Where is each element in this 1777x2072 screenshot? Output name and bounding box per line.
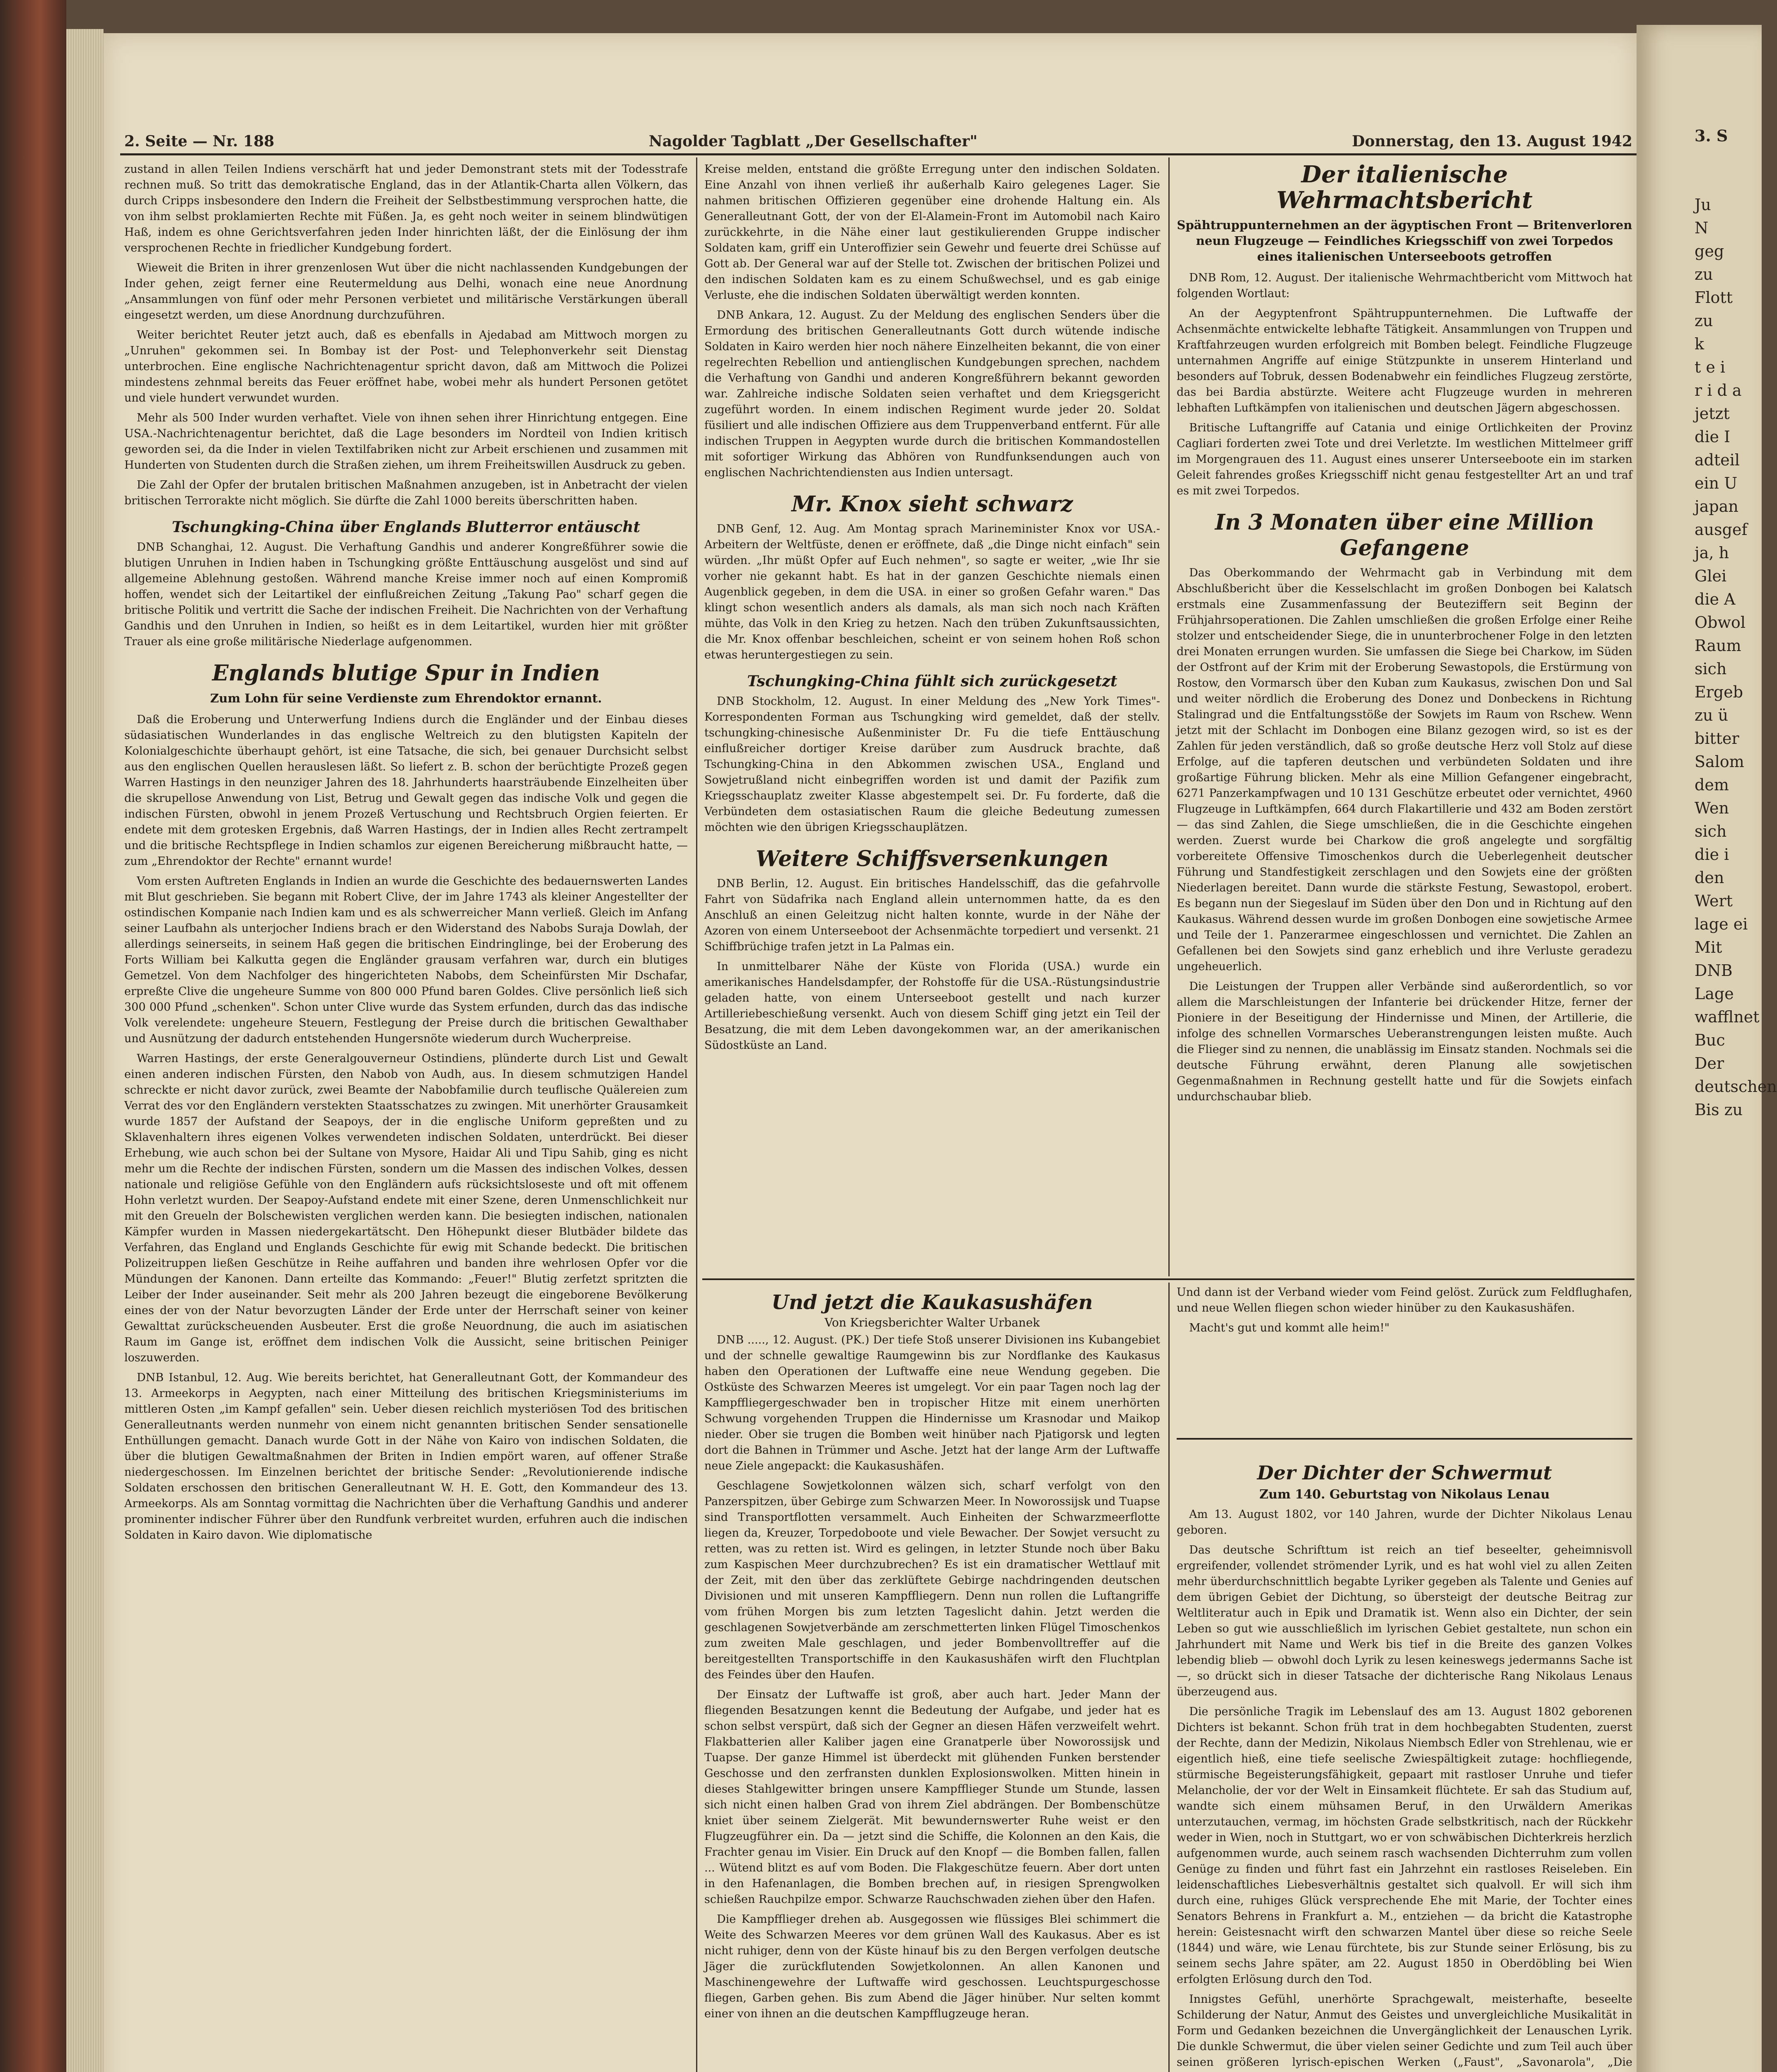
next-page-fragment: Salom (1695, 753, 1744, 771)
next-page-fragment: Ergeb (1695, 683, 1743, 701)
next-page-fragment: sich (1695, 660, 1727, 678)
next-page-fragment: bitter (1695, 729, 1739, 748)
next-page-fragment: geg (1695, 242, 1724, 260)
next-page-fragment: wafflnet (1695, 1008, 1760, 1026)
next-page-fragment: Bis zu (1695, 1101, 1743, 1119)
article-byline: Von Kriegsberichter Walter Urbanek (824, 1316, 1040, 1329)
next-page-fragment: Glei (1695, 567, 1727, 585)
next-page-fragment: N (1695, 219, 1709, 237)
column-2 (704, 162, 1160, 1058)
article-subheadline: Zum 140. Geburtstag von Nikolaus Lenau (1259, 1487, 1550, 1502)
article-paragraph: DNB Istanbul, 12. Aug. Wie bereits berichtet, hat Generalleutnant Gott, der Kommandeur des 13. Armeekorps in Aegypten, nach einer Mitteilung des britischen Kriegsministeriums im mittleren Osten „im Kampf gefallen" sein. Ueber diesen reichlich mysteriösen Tod des britischen Generalleutnants werden nunmehr von einem nicht genannten britischen Sender sensationelle Enthüllungen gemacht. Danach wurde Gott in der Nähe von Kairo von indischen Soldaten, die über die blutigen Gewaltmaßnahmen der Briten in Indien empört waren, auf offener Straße niedergeschossen. Im Einzelnen berichtet der britische Sender: „Revolutionierende indische Soldaten erschossen den britischen Generalleutnant W. H. E. Gott, den Kommandeur des 13. Armeekorps. Als am Sonntag vormittag die Nachrichten über die Verhaftung Gandhis und anderer prominenter indischer Führer über den Rundfunk verbreitet wurden, erfuhren auch die indischen Soldaten in Kairo davon. Wie diplomatische (124, 1371, 688, 1542)
lenau-article (1177, 1459, 1632, 2072)
next-page-fragment: t e i (1695, 358, 1726, 376)
article-paragraph: DNB Schanghai, 12. August. Die Verhaftung Gandhis und anderer Kongreßführer sowie die blutigen Unruhen in Indien haben in Tschungking größte Enttäuschung ausgelöst und sind auf allgemeine Ablehnung gestoßen. Während manche Kreise immer noch auf einen Kompromiß hoffen, wendet sich der Leitartikel der einflußreichen Zeitung „Takung Pao" scharf gegen die britische Politik und vertritt die Sache der indischen Freiheit. Die Nachrichten von der Verhaftung Gandhis und den Unruhen in Indien, so heißt es in dem Leitartikel, wurden hier mit größter Trauer als eine große militärische Niederlage aufgenommen. (124, 541, 688, 648)
article-headline: Tschungking-China fühlt sich zurückgesetzt (747, 673, 1117, 690)
next-page-fragment: den (1695, 869, 1724, 887)
column-1 (124, 162, 688, 1547)
article-paragraph: DNB Stockholm, 12. August. In einer Meldung des „New York Times"-Korrespondenten Forman aus Tschungking wird gemeldet, daß der stellv. tschungking-chinesische Außenminister Dr. Fu die tiefe Enttäuschung einflußreicher dortiger Kreise darüber zum Ausdruck brachte, daß Tschungking-China in den Abkommen zwischen USA., England und Sowjetrußland nicht einbegriffen worden ist und damit der Pazifik zum Kriegsschauplatz zweiter Klasse abgestempelt sei. Dr. Fu forderte, daß die Verbündeten dem ostasiatischen Raum die gleiche Bedeutung zumessen möchten wie den übrigen Kriegsschauplätzen. (704, 695, 1160, 834)
newspaper-name: Nagolder Tagblatt „Der Gesellschafter" (648, 133, 978, 150)
article-paragraph: Geschlagene Sowjetkolonnen wälzen sich, scharf verfolgt von den Panzerspitzen, über Gebirge zum Schwarzen Meer. In Noworossijsk und Tuapse sind Transportflotten versammelt. Auch Einheiten der Schwarzmeerflotte liegen da, Kreuzer, Torpedoboote und viele Bewacher. Der Sowjet versucht zu retten, was zu retten ist. Wird es gelingen, in letzter Stunde noch über Baku zum Kaspischen Meer durchzubrechen? Es ist ein dramatischer Wettlauf mit der Zeit, mit den über das zerklüftete Gebirge nachdringenden deutschen Divisionen und mit unseren Kampffliegern. Denn nun rollen die Luftangriffe vom frühen Morgen bis zum letzten Tageslicht dahin. Jetzt werden die geschlagenen Sowjetverbände am zerschmetterten linken Flügel Timoschenkos zum zweiten Male geschlagen, und jeder Bombenvolltreffer auf die bereitgestellten Transportschiffe in den Kaukasushäfen wirft den Fluchtplan des Feindes über den Haufen. (704, 1479, 1160, 1681)
article-headline: Weitere Schiffsversenkungen (756, 846, 1109, 871)
next-page-fragment: japan (1695, 497, 1738, 516)
next-page-fragment: zu (1695, 312, 1713, 330)
article-headline: Mr. Knox sieht schwarz (791, 491, 1073, 517)
article-headline: Englands blutige Spur in Indien (212, 661, 600, 686)
article-paragraph: DNB ....., 12. August. (PK.) Der tiefe Stoß unserer Divisionen ins Kubangebiet und der schnelle gewaltige Raumgewinn bis zur Nordflanke des Kaukasus haben den Operationen der Luftwaffe eine neue Wendung gegeben. Die Ostküste des Schwarzen Meeres ist umgelegt. Vor ein paar Tagen noch lag der Kampffliegergeschwader ben in tropischer Hitze mit einem unerhörten Schwung vorgehenden Truppen die Hindernisse um Krasnodar und Maikop nieder. Ober sie trugen die Bomben weit hinüber nach Pjatigorsk und legten dort die Bahnen in Trümmer und Asche. Jetzt hat der lange Arm der Luftwaffe neue Ziele angepackt: die Kaukasushäfen. (704, 1334, 1160, 1472)
next-page-fragment: Mit (1695, 938, 1722, 956)
next-page-fragment: die i (1695, 845, 1729, 864)
book-binding (0, 0, 66, 2072)
next-page-fragment: ja, h (1695, 544, 1729, 562)
next-page-fragment: ein U (1695, 474, 1738, 492)
article-paragraph: Weiter berichtet Reuter jetzt auch, daß es ebenfalls in Ajedabad am Mittwoch morgen zu „Unruhen" gekommen sei. In Bombay ist der Post- und Telephonverkehr seit Dienstag unterbrochen. Eine englische Nachrichtenagentur spricht davon, daß am Mittwoch die Polizei mindestens zehnmal bereits das Feuer eröffnet habe, wobei mehr als hundert Personen getötet und viele hundert verwundet wurden. (124, 329, 688, 404)
next-page-fragment: zu (1695, 265, 1713, 283)
section-rule (1177, 1438, 1632, 1440)
issue-date: Donnerstag, den 13. August 1942 (1352, 133, 1632, 150)
next-page-fragment: Buc (1695, 1031, 1725, 1049)
article-paragraph: Der Einsatz der Luftwaffe ist groß, aber auch hart. Jeder Mann der fliegenden Besatzungen kennt die Bedeutung der Aufgabe, und jeder hat es schon selbst verspürt, daß sich der Gegner an diesen Häfen verzweifelt wehrt. Flakbatterien aller Kaliber jagen eine Granatperle über Noworossijsk und Tuapse. Der ganze Himmel ist überdeckt mit glühenden Funken berstender Geschosse und den zerfransten dunklen Explosionswolken. Mitten hinein in dieses Stahlgewitter bringen unsere Kampfflieger Stunde um Stunde, lassen sich nicht einen halben Grad von ihrem Ziel abdrängen. Der Bombenschütze kniet über seinem Zielgerät. Mit bewundernswerter Ruhe weist er den Flugzeugführer ein. Da — jetzt sind die Schiffe, die Kolonnen an den Kais, die Frachter genau im Visier. Ein Druck auf den Knopf — die Bomben fallen, fallen ... Wütend blitzt es auf vom Boden. Die Flakgeschütze feuern. Aber dort unten in den Hafenanlagen, die Bomben brechen auf, in riesigen Sprengwolken schießen Rauchpilze empor. Schwarze Rauchschwaden ziehen über den Hafen. (704, 1688, 1160, 1906)
article-paragraph: Daß die Eroberung und Unterwerfung Indiens durch die Engländer und der Einbau dieses südasiatischen Wunderlandes in das englische Weltreich zu den blutigsten Kapiteln der Kolonialgeschichte überhaupt gehört, ist eine Tatsache, die sich, bei genauer Durchsicht selbst aus den englischen Quellen herauslesen läßt. So liefert z. B. schon der berüchtigte Prozeß gegen Warren Hastings in den neunziger Jahren des 18. Jahrhunderts haarsträubende Einzelheiten über die skrupellose Anwendung von List, Betrug und Gewalt gegen das indische Volk und gegen die indischen Fürsten, obwohl in jenem Prozeß Vertuschung und Rechtsbruch Orgien feierten. Er endete mit dem grotesken Ergebnis, daß Warren Hastings, der in Indien alles Recht zertrampelt und die britische Rechtspflege in Indien schamlos zur eigenen Bereicherung mißbraucht hatte, — zum „Ehrendoktor der Rechte" ernannt wurde! (124, 713, 688, 868)
article-paragraph: DNB Rom, 12. August. Der italienische Wehrmachtbericht vom Mittwoch hat folgenden Wortlaut: (1177, 271, 1632, 300)
article-paragraph: Innigstes Gefühl, unerhörte Sprachgewalt, meisterhafte, beseelte Schilderung der Natur, Anmut des Geistes und unvergleichliche Musikalität in Form und Gedanken bezeichnen die Unvergänglichkeit der Lenauschen Lyrik. Die dunkle Schwermut, die über vielen seiner Gedichte und zum Teil auch über seinen größeren lyrisch-epischen Werken („Faust", „Savonarola", „Die (1177, 1993, 1632, 2069)
column-rule (1168, 1283, 1170, 2072)
article-paragraph: An der Aegyptenfront Spähtruppunternehmen. Die Luftwaffe der Achsenmächte entwickelte lebhafte Tätigkeit. Ansammlungen von Truppen und Kraftfahrzeugen wurden erfolgreich mit Bomben belegt. Feindliche Flugzeuge unternahmen Angriffe auf einige Stützpunkte in unserem Hinterland und besonders auf Tobruk, dessen Bodenabwehr ein feindliches Flugzeug zerstörte, das bei Bardia abstürzte. Weitere acht Flugzeuge wurden in mehreren lebhaften Luftkämpfen von italienischen und deutschen Jägern abgeschossen. (1177, 307, 1632, 414)
next-page-fragment: Ju (1695, 196, 1711, 214)
article-paragraph: Mehr als 500 Inder wurden verhaftet. Viele von ihnen sehen ihrer Hinrichtung entgegen. Eine USA.-Nachrichtenagentur berichtet, daß die Lage besonders im Nordteil von Indien kritisch geworden sei, da die Inder in vielen Textilfabriken nicht zur Arbeit erschienen und zusammen mit Hunderten von Studenten durch die Straßen ziehen, um ihrem Freiheitswillen Ausdruck zu geben. (124, 411, 688, 472)
page-header (120, 124, 1637, 155)
section-rule (702, 1278, 1634, 1280)
next-page-fragment: k (1695, 335, 1704, 353)
page-edges (66, 29, 104, 2072)
next-page-fragment: lage ei (1695, 915, 1748, 933)
article-paragraph: Britische Luftangriffe auf Catania und einige Ortlichkeiten der Provinz Cagliari forderten zwei Tote und drei Verletzte. Im westlichen Mittelmeer griff im Morgengrauen des 11. August eines unserer Unterseeboote ein im starken Geleit fahrendes großes Kriegsschiff nicht genau festgestellter Art an und traf es mit zwei Torpedos. (1177, 421, 1632, 497)
article-paragraph: Warren Hastings, der erste Generalgouverneur Ostindiens, plünderte durch List und Gewalt einen anderen indischen Fürsten, den Nabob von Audh, aus. In diesem schmutzigen Handel schreckte er nicht davor zurück, zwei Beamte der Nabobfamilie durch teuflische Quälereien zum Verrat des vor den Engländern verstekten Staatsschatzes zu zwingen. Mit unerhörter Grausamkeit wurde 1857 der Aufstand der Seapoys, der in die englische Uniform gepreßten und zu Sklavenhaltern ihres eigenen Volkes verwendeten indischen Soldaten, unterdrückt. Bei dieser Erhebung, wie auch schon bei der Sultane von Mysore, Haidar Ali und Tipu Sahib, ging es nicht mehr um die Rechte der indischen Fürsten, sondern um die Massen des indischen Volkes, dessen nationale und religiöse Gefühle von den Engländern aufs rücksichtsloseste und oft mit offenem Hohn verletzt wurden. Der Seapoy-Aufstand endete mit einer Szene, deren Unmenschlichkeit nur mit den Greueln der Bolschewisten verglichen werden kann. Die besiegten indischen, nationalen Kämpfer wurden in Massen niedergekartätscht. Den Höhepunkt dieser Blutbäder bildete das Verfahren, das England und Englands Geschichte für ewig mit Schande bedeckt. Die britischen Polizeitruppen ließen Geschütze in Reihe auffahren und banden ihre wehrlosen Opfer vor die Mündungen der Kanonen. Dann erteilte das Kommando: „Feuer!" Blutig zerfetzt spritzten die Leiber der Inder auseinander. Seit mehr als 200 Jahren bezeugt die eingeborene Bevölkerung eines der von der Natur bevorzugten Länder der Erde unter der Herrschaft seiner von keiner Gewalttat zurückscheuenden Ausbeuter. Erst die große Neuordnung, die auch im asiatischen Raum im Gange ist, eröffnet dem indischen Volk die Aussicht, seine britischen Peiniger loszuwerden. (124, 1052, 688, 1364)
next-page-fragment: Raum (1695, 637, 1741, 655)
next-page-fragment: Wert (1695, 892, 1733, 910)
kaukasus-continuation (1177, 1285, 1632, 1340)
article-paragraph: Die Leistungen der Truppen aller Verbände sind außerordentlich, so vor allem die Marschleistungen der Infanterie bei drückender Hitze, ferner der Pioniere in der Beseitigung der Hindernisse und Minen, der Artillerie, die infolge des schnellen Vormarsches Ueberanstrengungen leisten mußte. Auch die Flieger sind zu nennen, die unablässig im Einsatz standen. Nochmals sei die deutsche Führung erwähnt, deren Planung alle sowjetischen Gegenmaßnahmen in Rechnung gestellt hatte und für die Sowjets einfach undurchschaubar blieb. (1177, 980, 1632, 1103)
article-headline: Und jetzt die Kaukasushäfen (771, 1291, 1093, 1314)
article-paragraph: Das Oberkommando der Wehrmacht gab in Verbindung mit dem Abschlußbericht über die Kesselschlacht im großen Donbogen bei Kalatsch erstmals eine Zusammenfassung der Beuteziffern seit Beginn der Frühjahrsoperationen. Die Zahlen umschließen die großen Erfolge einer Reihe stolzer und entscheidender Siege, die in ununterbrochener Folge in den letzten drei Monaten errungen wurden. Sie umfassen die Siege bei Charkow, im Süden der Ostfront auf der Krim mit der Eroberung Sewastopols, die Erstürmung von Rostow, den Vormarsch über den Kuban zum Kaukasus, zwischen Don und Sal und weiter nördlich die Eroberung des Donez und Donbeckens in Richtung Stalingrad und die Entfaltungsstöße der Sowjets im Raum von Rschew. Wenn jetzt mit der Schlacht im Donbogen eine Bilanz gezogen wird, so ist es der Zahlen für jeden verständlich, daß so große deutsche Herz voll Stolz auf diese Erfolge, auf die tapferen deutschen und verbündeten Soldaten und ihre großartige Führung blicken. Mehr als eine Million Gefangener eingebracht, 6271 Panzerkampfwagen und 10 131 Geschütze erbeutet oder vernichtet, 4960 Flugzeuge in Luftkämpfen, 664 durch Flakartillerie und 432 am Boden zerstört — das sind Zahlen, die Siege umschließen, die in die Geschichte eingehen werden. Zuerst wurde bei Charkow die groß angelegte und sorgfältig vorbereitete Offensive Timoschenkos durch die Ueberlegenheit deutscher Führung und Standfestigkeit zerschlagen und den Sowjets eine der größten Niederlagen bereitet. Dann wurde die stärkste Festung, Sewastopol, erobert. Es begann nun der Siegeslauf im Süden über den Don und in Richtung auf den Kaukasus. Während dessen wurde im großen Donbogen eine sowjetische Armee und Teile der 1. Panzerarmee eingeschlossen und vernichtet. Die Zahlen an Gefallenen bei den Sowjets sind ganz erheblich und ihre Verluste geradezu ungeheuerlich. (1177, 566, 1632, 973)
column-rule (696, 157, 697, 2072)
next-page-edge (1637, 25, 1777, 2072)
article-paragraph: zustand in allen Teilen Indiens verschärft hat und jeder Demonstrant stets mit der Todesstrafe rechnen muß. So tritt das demokratische England, das in der Atlantik-Charta allen Völkern, das durch Cripps insbesondere den Indern die Freiheit der Selbstbestimmung versprochen hatte, die von ihm selbst proklamierten Rechte mit Füßen. Ja, es geht noch weiter in seinem blindwütigen Haß, indem es ohne Gerichtsverfahren jeden Inder hinrichten läßt, der die Einlösung der ihm versprochenen Rechte in friedlicher Kundgebung fordert. (124, 163, 688, 254)
article-paragraph: DNB Ankara, 12. August. Zu der Meldung des englischen Senders über die Ermordung des britischen Generalleutnants Gott durch wütende indische Soldaten in Kairo werden hier noch nähere Einzelheiten bekannt, die von einer regelrechten Rebellion und antienglischen Kundgebungen sprechen, nachdem die Verhaftung von Gandhi und anderen Kongreßführern bekannt geworden war. Zahlreiche indische Soldaten seien verhaftet und dem Kriegsgericht zugeführt worden. In einem indischen Regiment wurde jeder 20. Soldat füsiliert und alle indischen Offiziere aus dem Truppenverband entfernt. Für alle indischen Truppen in Aegypten wurde durch die britischen Kommandostellen mit sofortiger Wirkung das Abhören von Rundfunksendungen auch von englischen Nachrichtendiensten aus Indien untersagt. (704, 309, 1160, 479)
next-page-fragment: die A (1695, 590, 1736, 608)
article-paragraph: DNB Genf, 12. Aug. Am Montag sprach Marineminister Knox vor USA.-Arbeitern der Weltfüste, denen er eröffnete, daß „die Dinge nicht einfach" sein würden. „Ihr müßt Opfer auf Euch nehmen", so sagte er weiter, „wie Ihr sie vorher nie gekannt habt. Es hat in der ganzen Geschichte niemals einen Augenblick gegeben, in dem die USA. in einer so großen Gefahr waren." Das klingt schon wesentlich anders als damals, als man sich noch nach Kräften mühte, das Volk in den Krieg zu hetzen. Nach den trüben Zukunftsaussichten, die Mr. Knox offenbar beschleichen, scheint er von seinem hohen Roß schon etwas heruntergestiegen zu sein. (704, 523, 1160, 661)
column-3 (1177, 162, 1632, 1109)
next-page-fragment: Der (1695, 1054, 1724, 1072)
article-paragraph: Die persönliche Tragik im Lebenslauf des am 13. August 1802 geborenen Dichters ist bekannt. Schon früh trat in dem hochbegabten Studenten, zuerst der Rechte, dann der Medizin, Nikolaus Niembsch Edler von Strehlenau, wie er eigentlich hieß, eine tiefe seelische Zwiespältigkeit zutage: hochfliegende, stürmische Begeisterungsfähigkeit, gepaart mit rastloser Unruhe und tiefer Melancholie, der vor der Welt in Einsamkeit flüchtete. Er sah das Studium auf, wandte sich einem mühsamen Beruf, in den Urwäldern Amerikas unterzutauchen, vermag, im höchsten Grade selbstkritisch, nach der Rückkehr weder in Wien, noch in Stuttgart, wo er von schwäbischen Dichterkreis herzlich aufgenommen wurde, auch seinem rasch wachsenden Dichterruhm zum vollen Genüge zu finden und führt fast ein Jahrzehnt ein rastloses Reiseleben. Ein leidenschaftliches Liebesverhältnis gestaltet sich qualvoll. Er will sich ihm durch eine, ruhiges Glück versprechende Ehe mit Marie, der Tochter eines Senators Behrens in Frankfurt a. M., entziehen — da bricht die Katastrophe herein: Geistesnacht wirft den schwarzen Mantel über diese so reiche Seele (1844) und wäre, wie Lenau fürchtete, bis zur Stunde seiner Erlösung, bis zu seinem sechs Jahre später, am 22. August 1850 in Oberdöbling bei Wien erfolgten Erlösung durch den Tod. (1177, 1705, 1632, 1986)
next-page-fragment: DNB (1695, 961, 1733, 980)
article-paragraph: Macht's gut und kommt alle heim!" (1189, 1322, 1390, 1334)
article-paragraph: Am 13. August 1802, vor 140 Jahren, wurde der Dichter Nikolaus Lenau geboren. (1177, 1508, 1632, 1537)
next-page-fragment: deutschen (1695, 1077, 1777, 1096)
next-page-fragment: die I (1695, 428, 1731, 446)
article-headline: Der italienische Wehrmachtsbericht (1276, 161, 1533, 214)
next-page-fragment: dem (1695, 776, 1729, 794)
article-paragraph: Das deutsche Schrifttum ist reich an tief beseelter, geheimnisvoll ergreifender, vollendet strömender Lyrik, und es hat wohl viel zu allen Zeiten mehr überdurchschnittlich begabte Lyriker gegeben als Talente und Genies auf dem übrigen Gebiet der Dichtung, so übersteigt der deutsche Beitrag zur Weltliteratur auch in Epik und Dramatik ist. Wenn also ein Dichter, der sein Leben so gut wie ausschließlich im lyrischen Gebiet gestaltete, nun schon ein Jahrhundert mit Name und Werk bis tief in die Breite des ganzen Volkes lebendig blieb — obwohl doch Lyrik zu lesen keineswegs jedermanns Sache ist —, so drückt sich in dieser Tatsache der dichterische Rang Nikolaus Lenaus überzeugend aus. (1177, 1544, 1632, 1698)
article-paragraph: In unmittelbarer Nähe der Küste von Florida (USA.) wurde ein amerikanisches Handelsdampfer, der Rohstoffe für die USA.-Rüstungsindustrie geladen hatte, von einem Unterseeboot gestellt und nach kurzer Artilleriebeschießung versenkt. Auch von diesem Schiff ging jetzt ein Teil der Besatzung, die mit dem Leben davongekommen war, an der amerikanischen Südostküste an Land. (704, 960, 1160, 1052)
article-headline: Tschungking-China über Englands Blutterror entäuscht (172, 518, 641, 536)
next-page-fragment: ausgef (1695, 520, 1748, 539)
next-page-fragment: Flott (1695, 288, 1733, 307)
next-page-fragment: jetzt (1695, 404, 1730, 423)
article-paragraph: Vom ersten Auftreten Englands in Indien an wurde die Geschichte des bedauernswerten Landes mit Blut geschrieben. Sie begann mit Robert Clive, der im Jahre 1743 als kleiner Angestellter der ostindischen Kompanie nach Indien kam und es als schwerreicher Mann verließ. Gleich im Anfang seiner Laufbahn als unterjocher Indiens brach er den Widerstand des Nabobs Suraja Dowlah, der allerdings seinerseits, in seinem Haß gegen die britischen Eindringlinge, bei der Eroberung des Forts William bei Kalkutta gegen die Engländer grausam verfahren war, durch ein blutiges Gemetzel. Von dem Nachfolger des hingerichteten Nabobs, dem Scheinfürsten Mir Dschafar, erpreßte Clive die ungeheure Summe von 800 000 Pfund baren Goldes. Clive persönlich ließ sich 300 000 Pfund „schenken". Schon unter Clive wurde das System erfunden, durch das das indische Volk verelendete: ungeheure Steuern, Festlegung der Preise durch die britischen Gewalthaber und Ausnützung der dadurch entstehenden Hungersnöte wiederum durch Wucherpreise. (124, 875, 688, 1045)
article-paragraph: Wieweit die Briten in ihrer grenzenlosen Wut über die nicht nachlassenden Kundgebungen der Inder gehen, zeigt ferner eine Reutermeldung aus Delhi, wonach eine neue Anordnung „Ansammlungen von fünf oder mehr Personen verbietet und militärische Verstärkungen überall eingesetzt werden, um diese Anordnung durchzuführen. (124, 261, 688, 322)
next-page-fragment: Wen (1695, 799, 1729, 817)
next-page-fragment: zu ü (1695, 706, 1729, 724)
article-paragraph: Die Kampfflieger drehen ab. Ausgegossen wie flüssiges Blei schimmert die Weite des Schwarzen Meeres vor dem grünen Wall des Kaukasus. Aber es ist nicht ruhiger, denn von der Küste hinauf bis zu den Bergen verfolgen deutsche Jäger die zurückflutenden Sowjetkolonnen. An allen Kanonen und Maschinengewehre der Luftwaffe wird geschossen. Leuchtspurgeschosse fliegen, Garben gehen. Bis zum Abend die Jäger hinüber. Nur selten kommt einer von ihnen an die deutschen Kampfflugzeuge heran. (704, 1913, 1160, 2020)
next-page-text (1637, 25, 1777, 2072)
article-paragraph: Kreise melden, entstand die größte Erregung unter den indischen Soldaten. Eine Anzahl von ihnen verließ ihr außerhalb Kairo gelegenes Lager. Sie nahmen britischen Offizieren gegenüber eine drohende Haltung ein. Als Generalleutnant Gott, der von der El-Alamein-Front im Automobil nach Kairo zurückkehrte, in die Nähe einer laut gestikulierenden Gruppe indischer Soldaten kam, griff ein Unteroffizier sein Gewehr und feuerte drei Schüsse auf Gott ab. Der General war auf der Stelle tot. Zwischen der britischen Polizei und den indischen Soldaten kam es zu einem Schußwechsel, und es gab einige Verluste, ehe die indischen Soldaten überwältigt werden konnten. (704, 163, 1160, 302)
next-page-fragment: sich (1695, 822, 1727, 840)
page-number: 2. Seite — Nr. 188 (124, 133, 275, 150)
article-headline: Der Dichter der Schwermut (1257, 1462, 1552, 1484)
article-subheadline: Zum Lohn für seine Verdienste zum Ehrendoktor ernannt. (210, 691, 602, 705)
article-paragraph: DNB Berlin, 12. August. Ein britisches Handelsschiff, das die gefahrvolle Fahrt von Südafrika nach England allein unternommen hatte, da es den Anschluß an einen Geleitzug nicht halten konnte, wurde in der Nähe der Azoren von einem Unterseeboot der Achsenmächte torpediert und versenkt. 21 Schiffbrüchige trafen jetzt in La Palmas ein. (704, 877, 1160, 953)
article-paragraph: Und dann ist der Verband wieder vom Feind gelöst. Zurück zum Feldflughafen, und neue Wellen fliegen schon wieder hinüber zu den Kaukasushäfen. (1177, 1286, 1632, 1314)
article-paragraph: Die Zahl der Opfer der brutalen britischen Maßnahmen anzugeben, ist in Anbetracht der vielen britischen Terrorakte nicht möglich. Sie dürfte die Zahl 1000 bereits überschritten haben. (124, 479, 688, 507)
column-rule (1168, 157, 1170, 1276)
next-page-fragment: adteil (1695, 451, 1740, 469)
article-subheadline: Spähtruppunternehmen an der ägyptischen Front — Britenverloren neun Flugzeuge — Feindliches Kriegsschiff von zwei Torpedos eines italienischen Unterseeboots getroffen (1177, 218, 1632, 264)
next-page-header: 3. S (1695, 126, 1728, 145)
article-headline: In 3 Monaten über eine Million Gefangene (1215, 510, 1594, 561)
kaukasus-column (704, 1332, 1160, 2026)
next-page-fragment: Obwol (1695, 613, 1746, 632)
next-page-fragment: Lage (1695, 985, 1734, 1003)
next-page-fragment: r i d a (1695, 381, 1742, 399)
